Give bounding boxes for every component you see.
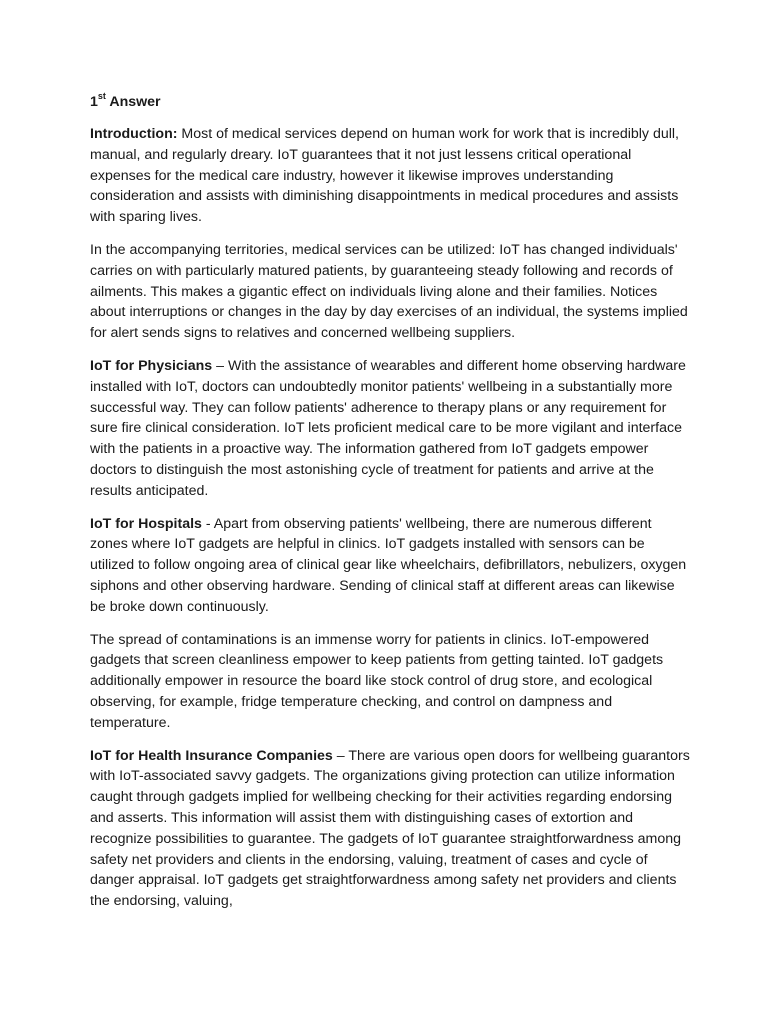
answer-heading [90,92,690,112]
paragraph-territories [90,240,690,344]
paragraph-introduction [90,124,690,228]
document-page [90,92,690,924]
paragraph-insurance [90,746,690,912]
paragraph-lead: IoT for Health Insurance Companies [90,747,333,764]
paragraph-body: Apart from observing patients' wellbeing, there are numerous different zones where IoT gadgets are helpful in clinics. IoT gadgets installed with sensors can be utilized to follow ongoing area of clinical gear like wheelchairs, defibrillators, nebulizers, oxygen siphons and other observing hardware. Sending of clinical staff at different areas can likewise be broke down continuously. [90,515,687,615]
paragraph-body: There are various open doors for wellbeing guarantors with IoT-associated savvy gadgets. The organizations giving protection can utilize information caught through gadgets implied for wellbeing checking for their activities regarding endorsing and asserts. This information will assist them with distinguishing cases of extortion and recognize possibilities to guarantee. The gadgets of IoT guarantee straightforwardness among safety net providers and clients in the endorsing, valuing, treatment of cases and cycle of danger appraisal. IoT gadgets get straightforwardness among safety net providers and clients the endorsing, valuing, [90,747,690,910]
paragraph-separator: – [332,747,349,764]
paragraph-contaminations [90,630,690,734]
paragraph-body: The spread of contaminations is an immense worry for patients in clinics. IoT-empowered gadgets that screen cleanliness empower to keep patients from getting tainted. IoT gadgets additionally empower in resource the board like stock control of drug store, and ecological observing, for example, fridge temperature checking, and control on dampness and temperature. [90,631,664,731]
paragraph-physicians [90,356,690,502]
paragraph-hospitals [90,514,690,618]
paragraph-lead: IoT for Physicians [90,357,213,374]
paragraph-separator: - [201,515,214,532]
heading-ordinal-suffix: st [97,91,106,102]
paragraph-lead: IoT for Hospitals [90,515,202,532]
paragraph-lead: Introduction: [90,126,178,142]
paragraph-body: Most of medical services depend on human work for work that is incredibly dull, manual, and regularly dreary. IoT guarantees that it not just lessens critical operational expenses for the medical care industry, however it likewise improves understanding consideration and assists with diminishing disappointments in medical procedures and assists with sparing lives. [90,126,679,226]
paragraph-separator: – [212,357,228,374]
heading-text: Answer [105,94,161,110]
paragraph-body: In the accompanying territories, medical services can be utilized: IoT has changed individuals' carries on with particularly matured patients, by guaranteeing steady following and records of ailments. This makes a gigantic effect on individuals living alone and their families. Notices about interruptions or changes in the day by day exercises of an individual, the systems implied for alert sends signs to relatives and concerned wellbeing suppliers. [90,241,688,342]
heading-number: 1 [90,94,98,110]
paragraph-body: With the assistance of wearables and different home observing hardware installed with IoT, doctors can undoubtedly monitor patients' wellbeing in a substantially more successful way. They can follow patients' adherence to therapy plans or any requirement for sure fire clinical consideration. IoT lets proficient medical care to be more vigilant and interface with the patients in a proactive way. The information gathered from IoT gadgets empower doctors to distinguish the most astonishing cycle of treatment for patients and arrive at the results anticipated. [90,357,686,499]
